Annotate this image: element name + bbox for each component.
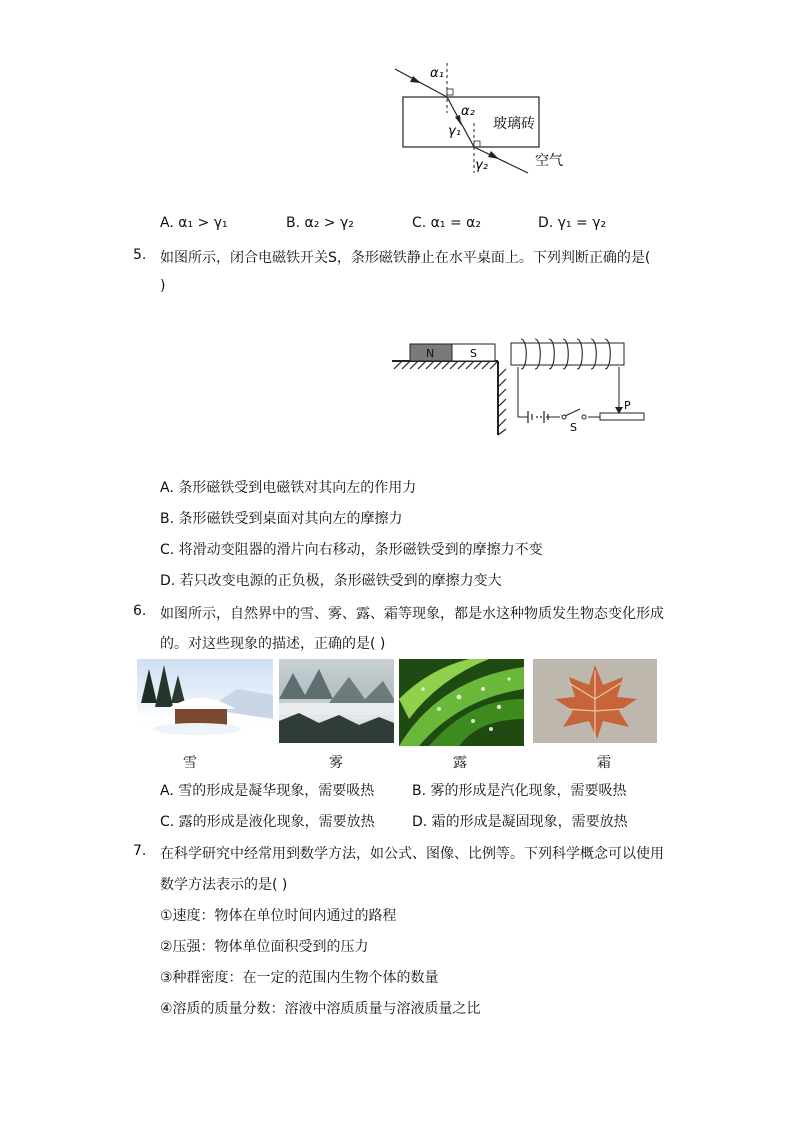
q4-option-d[interactable]: D. γ₁ = γ₂	[538, 215, 607, 231]
q7-number: 7.	[133, 843, 147, 859]
air-label: 空气	[535, 153, 563, 169]
q6-option-b[interactable]: B. 雾的形成是汽化现象，需要吸热	[412, 783, 627, 799]
angle-gamma2: γ₂	[475, 158, 488, 173]
right-angle-mark-top	[447, 89, 453, 95]
q6-number: 6.	[133, 603, 147, 619]
table-hatching	[394, 361, 506, 435]
q5-option-c[interactable]: C. 将滑动变阻器的滑片向右移动，条形磁铁受到的摩擦力不变	[160, 542, 543, 558]
magnet-s-label: S	[470, 347, 477, 360]
battery-icon	[528, 411, 548, 423]
q7-item-1: ①速度：物体在单位时间内通过的路程	[160, 908, 397, 924]
q4-option-b[interactable]: B. α₂ > γ₂	[286, 215, 354, 231]
switch-label: S	[570, 421, 577, 434]
q7-item-2: ②压强：物体单位面积受到的压力	[160, 939, 369, 955]
q5-option-b[interactable]: B. 条形磁铁受到桌面对其向左的摩擦力	[160, 511, 403, 527]
q5-number: 5.	[133, 247, 147, 263]
emergent-arrow	[488, 151, 499, 159]
slider-label: P	[624, 399, 631, 412]
q5-stem-line2: )	[160, 278, 166, 294]
q6-stem-line1: 如图所示，自然界中的雪、雾、露、霜等现象，都是水这种物质发生物态变化形成	[160, 606, 664, 622]
q6-option-d[interactable]: D. 霜的形成是凝固现象，需要放热	[412, 814, 628, 830]
circuit-wires	[518, 367, 619, 417]
q6-option-c[interactable]: C. 露的形成是液化现象，需要放热	[160, 814, 375, 830]
rheostat	[600, 413, 644, 420]
caption-fog: 雾	[329, 755, 343, 771]
q7-item-4: ④溶质的质量分数：溶液中溶质质量与溶液质量之比	[160, 1001, 481, 1017]
q5-option-a[interactable]: A. 条形磁铁受到电磁铁对其向左的作用力	[160, 480, 417, 496]
angle-alpha1: α₁	[430, 66, 444, 81]
glass-label: 玻璃砖	[493, 116, 535, 132]
angle-gamma1: γ₁	[448, 124, 461, 139]
incident-arrow	[410, 76, 421, 83]
q4-option-c[interactable]: C. α₁ = α₂	[412, 215, 481, 231]
electromagnet-figure	[388, 335, 658, 440]
caption-dew: 露	[453, 755, 467, 771]
fog-photo	[279, 659, 394, 743]
switch-icon	[562, 409, 586, 419]
q7-stem-line1: 在科学研究中经常用到数学方法，如公式、图像、比例等。下列科学概念可以使用	[160, 846, 664, 862]
q7-item-3: ③种群密度：在一定的范围内生物个体的数量	[160, 970, 439, 986]
q4-option-a[interactable]: A. α₁ > γ₁	[160, 215, 228, 231]
caption-snow: 雪	[183, 755, 197, 771]
right-angle-mark-bottom	[474, 141, 480, 147]
q7-stem-line2: 数学方法表示的是( )	[160, 877, 288, 893]
angle-alpha2: α₂	[461, 104, 475, 119]
dew-photo	[399, 659, 524, 746]
magnet-n-label: N	[426, 347, 435, 360]
frost-photo	[533, 659, 657, 743]
snow-photo	[137, 659, 273, 743]
q6-option-a[interactable]: A. 雪的形成是凝华现象，需要吸热	[160, 783, 375, 799]
q5-option-d[interactable]: D. 若只改变电源的正负极，条形磁铁受到的摩擦力变大	[160, 573, 502, 589]
caption-frost: 霜	[597, 755, 611, 771]
q6-stem-line2: 的。对这些现象的描述，正确的是( )	[160, 636, 386, 652]
refraction-figure	[385, 55, 585, 180]
q5-stem-line1: 如图所示，闭合电磁铁开关S，条形磁铁静止在水平桌面上。下列判断正确的是(	[160, 250, 651, 266]
